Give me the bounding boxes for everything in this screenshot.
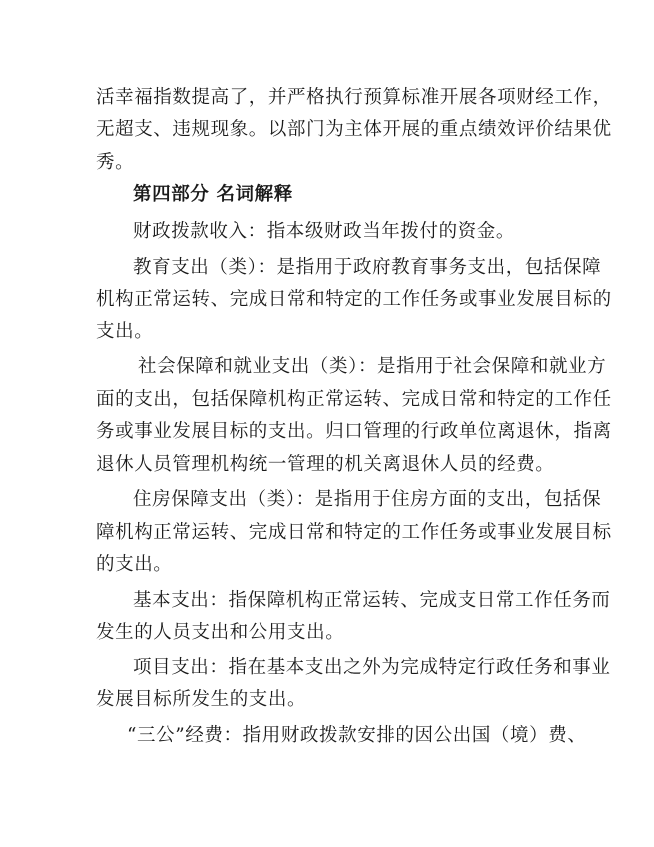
paragraph-line: 无超支、违规现象。以部门为主体开展的重点绩效评价结果优 xyxy=(96,119,612,140)
paragraph-line: 支出。 xyxy=(96,321,154,342)
paragraph-line: 障机构正常运转、完成日常和特定的工作任务或事业发展目标 xyxy=(96,522,612,543)
paragraph-line: 住房保障支出（类）：是指用于住房方面的支出，包括保 xyxy=(133,489,602,510)
paragraph-line: 务或事业发展目标的支出。归口管理的行政单位离退休，指离 xyxy=(96,421,612,442)
paragraph-line: 发展目标所发生的支出。 xyxy=(96,689,307,710)
paragraph-line: 机构正常运转、完成日常和特定的工作任务或事业发展目标的 xyxy=(96,289,612,310)
section-heading: 第四部分 名词解释 xyxy=(133,184,293,205)
paragraph-line: 秀。 xyxy=(96,152,135,173)
paragraph-line: 社会保障和就业支出（类）：是指用于社会保障和就业方 xyxy=(138,356,607,377)
paragraph-line: 面的支出，包括保障机构正常运转、完成日常和特定的工作任 xyxy=(96,389,612,410)
paragraph-line: 活幸福指数提高了，并严格执行预算标准开展各项财经工作， xyxy=(96,87,612,108)
paragraph-line: 教育支出（类）：是指用于政府教育事务支出，包括保障 xyxy=(133,257,602,278)
paragraph-line: 财政拨款收入：指本级财政当年拨付的资金。 xyxy=(133,221,516,242)
paragraph-line: 项目支出：指在基本支出之外为完成特定行政任务和事业 xyxy=(133,657,611,678)
paragraph-line: 的支出。 xyxy=(96,554,173,575)
paragraph-line: 基本支出：指保障机构正常运转、完成支日常工作任务而 xyxy=(133,590,611,611)
paragraph-line: “三公”经费：指用财政拨款安排的因公出国（境）费、 xyxy=(127,725,587,746)
paragraph-line: 退休人员管理机构统一管理的机关离退休人员的经费。 xyxy=(96,454,555,475)
paragraph-line: 发生的人员支出和公用支出。 xyxy=(96,622,345,643)
